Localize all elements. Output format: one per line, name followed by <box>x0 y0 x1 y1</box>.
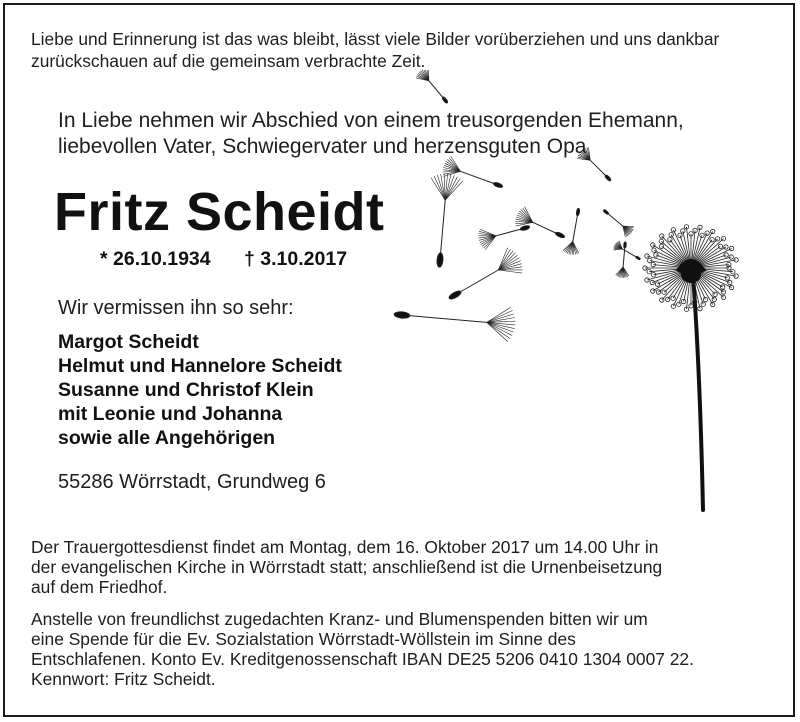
mourner-name: Susanne und Christof Klein <box>58 379 314 401</box>
motto-text <box>31 28 719 72</box>
service-info <box>31 537 662 597</box>
birth-date: * 26.10.1934 <box>100 248 211 270</box>
intro-line: liebevollen Vater, Schwiegervater und herzensguten Opa <box>58 135 587 158</box>
donation-line: Kennwort: Fritz Scheidt. <box>31 669 216 689</box>
mourner-name: Helmut und Hannelore Scheidt <box>58 355 342 377</box>
intro-line: In Liebe nehmen wir Abschied von einem treusorgenden Ehemann, <box>58 109 684 132</box>
intro-text <box>58 108 684 160</box>
deceased-name: Fritz Scheidt <box>54 182 385 242</box>
mourners-heading: Wir vermissen ihn so sehr: <box>58 297 294 319</box>
mourners-list <box>58 330 342 450</box>
service-line: Der Trauergottesdienst findet am Montag, dem 16. Oktober 2017 um 14.00 Uhr in <box>31 537 659 557</box>
donation-line: eine Spende für die Ev. Sozialstation Wörrstadt-Wöllstein im Sinne des <box>31 629 576 649</box>
mourner-name: sowie alle Angehörigen <box>58 427 276 449</box>
motto-line: zurückschauen auf die gemeinsam verbrachte Zeit. <box>31 51 426 71</box>
donation-line: Entschlafenen. Konto Ev. Kreditgenossenschaft IBAN DE25 5206 0410 1304 0007 22. <box>31 649 694 669</box>
family-address: 55286 Wörrstadt, Grundweg 6 <box>58 471 326 493</box>
mourner-name: mit Leonie und Johanna <box>58 403 283 425</box>
life-dates <box>100 247 347 271</box>
service-line: auf dem Friedhof. <box>31 577 168 597</box>
service-line: der evangelischen Kirche in Wörrstadt statt; anschließend ist die Urnenbeisetzung <box>31 557 663 577</box>
mourner-name: Margot Scheidt <box>58 331 199 353</box>
motto-line: Liebe und Erinnerung ist das was bleibt, lässt viele Bilder vorüberziehen und uns dankbar <box>31 29 720 49</box>
death-date: † 3.10.2017 <box>244 248 348 270</box>
donation-info <box>31 609 694 689</box>
donation-line: Anstelle von freundlichst zugedachten Kranz- und Blumenspenden bitten wir um <box>31 609 648 629</box>
